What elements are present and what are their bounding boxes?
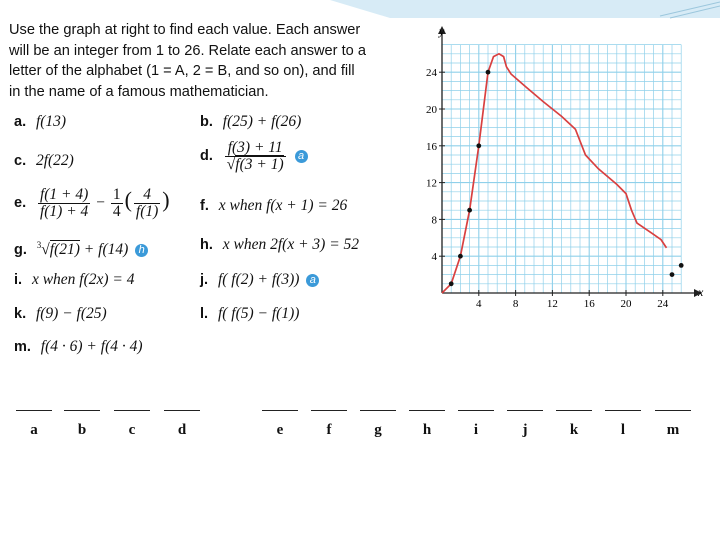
problem-text: x when f(2x) = 4 [31,271,135,288]
answer-blank-letter: k [569,422,579,438]
problem-k [14,304,107,324]
answer-blank[interactable] [507,410,543,411]
problem-label: e. [14,195,27,212]
problem-h [200,235,359,255]
y-tick-label: 12 [426,177,437,190]
answer-blank-letter: b [77,422,87,438]
problem-label: l. [200,306,209,322]
x-tick-label: 16 [583,298,595,308]
answer-blank[interactable] [458,410,494,411]
instructions-line: will be an integer from 1 to 26. Relate each answer to a [9,42,366,59]
fraction [225,140,286,173]
y-tick-label: 24 [426,67,437,80]
y-axis-label: y [439,24,445,38]
fraction-denominator: 4 [112,203,121,220]
x-axis-label: x [698,285,704,299]
fraction [134,187,160,220]
problem-g [14,235,148,260]
answer-blank-letter: f [326,422,332,438]
fraction-denominator: f(1) [135,203,159,220]
problem-label: f. [200,198,209,214]
problem-label: a. [14,114,27,130]
answer-blank-letter: d [177,422,187,438]
x-tick-label: 20 [620,298,632,308]
problem-label: g. [14,242,27,259]
instructions-line: in the name of a famous mathematician. [9,83,269,100]
fraction [38,187,90,220]
problem-f [200,196,347,216]
tick-labels [426,67,669,308]
answer-blank[interactable] [16,410,52,411]
problem-text: f( f(2) + f(3)) [217,271,300,288]
instructions-line: letter of the alphabet (1 = A, 2 = B, and so on), and fill [9,63,355,79]
answer-blank[interactable] [114,410,150,411]
answer-blank[interactable] [262,410,298,411]
instructions-line: Use the graph at right to find each value. Each answer [9,22,361,38]
problem-a [14,112,66,132]
problem-label: i. [14,272,23,288]
problem-j [200,270,319,290]
y-tick-label: 16 [426,140,437,153]
problem-i [14,270,135,290]
answer-blank-letter: e [276,422,284,438]
problem-text: f(9) − f(25) [35,305,107,322]
problem-label: c. [14,153,27,169]
problem-label: d. [200,148,213,165]
y-tick-label: 4 [431,251,437,264]
fraction-numerator: 4 [134,187,160,204]
problem-label: m. [14,339,31,355]
graph-point [458,254,463,259]
answer-blank-letter: i [473,422,479,438]
problem-l [200,304,299,324]
radicand: f(21) [49,241,80,259]
fraction [111,187,123,220]
answer-blank-letter: g [374,422,382,438]
paren-close: ) [162,187,170,213]
problem-text: f( f(5) − f(1)) [217,305,300,322]
problem-text: 2f(22) [35,152,74,169]
radical-sign: √ [41,241,50,259]
problem-e [14,187,170,220]
problem-d [200,140,308,173]
hint-icon[interactable]: a [306,274,319,287]
paren-open: ( [124,187,132,213]
problem-label: j. [200,272,209,288]
function-graph [418,18,710,308]
answer-blank[interactable] [64,410,100,411]
answer-blank[interactable] [605,410,641,411]
y-tick-label: 20 [426,104,437,116]
fraction-numerator: f(3) + 11 [225,140,286,157]
problem-c [14,151,74,171]
graph-point [670,272,675,277]
answer-blank[interactable] [311,410,347,411]
answer-blank-letter: j [522,422,528,438]
x-tick-label: 4 [476,298,482,308]
problem-text: f(13) [35,113,67,130]
answer-blank[interactable] [360,410,396,411]
answer-blank-letter: c [128,422,136,438]
x-tick-label: 8 [512,298,519,308]
problem-text: + f(14) [83,241,129,259]
graph-grid [442,45,681,293]
answer-blank[interactable] [556,410,592,411]
answer-blank[interactable] [164,410,200,411]
fraction-numerator: f(1 + 4) [39,186,89,203]
problem-text: f(4 · 6) + f(4 · 4) [40,338,143,355]
minus-sign: − [96,194,105,212]
problem-text: f(25) + f(26) [222,113,302,130]
fraction-numerator: 1 [112,186,121,203]
y-tick-label: 8 [431,214,437,227]
answer-blank-letter: h [422,422,432,438]
graph-point [679,263,684,268]
graph-point [449,281,454,286]
problem-b [200,112,301,132]
answer-blank-letter: m [666,422,680,438]
fraction-denominator: √f(3 + 1) [226,156,284,173]
x-tick-label: 12 [546,298,558,308]
header-band [0,0,720,20]
answer-blank-letter: a [30,422,38,438]
problem-m [14,337,143,357]
problem-label: k. [14,306,27,322]
answer-blank[interactable] [409,410,445,411]
root-index: 3 [36,240,42,250]
graph-point [467,208,472,213]
answer-blank[interactable] [655,410,691,411]
radicand: f(3 + 1) [235,156,284,173]
graph-point [476,143,481,148]
answer-blank-letter: l [620,422,626,438]
hint-icon[interactable]: a [295,150,308,163]
fraction-denominator: f(1) + 4 [39,203,89,220]
graph-point [486,70,491,75]
problem-text: x when 2f(x + 3) = 52 [222,236,360,253]
x-tick-label: 24 [657,298,669,308]
problem-text: x when f(x + 1) = 26 [218,197,348,214]
instructions [9,20,409,102]
problem-label: h. [200,237,213,253]
hint-icon[interactable]: h [135,244,148,257]
problem-label: b. [200,114,213,130]
